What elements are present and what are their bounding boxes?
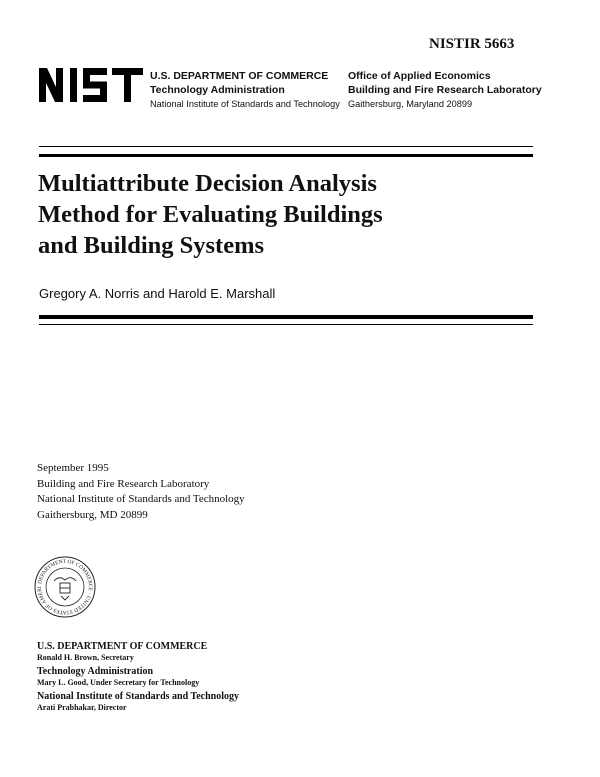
eagle-icon <box>54 578 76 600</box>
officer-person: Mary L. Good, Under Secretary for Technology <box>37 678 200 687</box>
institute-name: National Institute of Standards and Technology <box>150 99 340 109</box>
officer-org: Technology Administration <box>37 666 154 677</box>
title-line: Method for Evaluating Buildings <box>38 201 383 228</box>
department-of-commerce-seal <box>34 556 96 618</box>
bottom-rule-thick <box>39 315 533 319</box>
department-name: U.S. DEPARTMENT OF COMMERCE <box>150 70 329 82</box>
title-line: and Building Systems <box>38 232 265 259</box>
report-title <box>38 168 383 261</box>
publication-lab: Building and Fire Research Laboratory <box>37 477 210 490</box>
publication-date: September 1995 <box>37 462 109 474</box>
agency-block <box>150 69 340 111</box>
office-name: Office of Applied Economics <box>348 70 491 82</box>
top-rule-thick <box>39 154 533 157</box>
svg-text:DEPARTMENT OF COMMERCE · UNITE: DEPARTMENT OF COMMERCE · UNITED STATES OF AMERI <box>36 558 94 616</box>
office-block <box>348 69 542 111</box>
office-location: Gaithersburg, Maryland 20899 <box>348 99 473 109</box>
publication-institute: National Institute of Standards and Technology <box>37 493 245 505</box>
title-line: Multiattribute Decision Analysis <box>38 170 377 197</box>
authors: Gregory A. Norris and Harold E. Marshall <box>39 286 276 301</box>
laboratory-name: Building and Fire Research Laboratory <box>348 84 542 96</box>
top-rule-thin <box>39 146 533 147</box>
bottom-rule-thin <box>39 324 533 325</box>
officers-block <box>37 641 239 716</box>
publication-info <box>37 461 245 523</box>
publication-location: Gaithersburg, MD 20899 <box>37 508 148 521</box>
nist-logo <box>39 68 143 102</box>
officer-person: Ronald H. Brown, Secretary <box>37 653 134 662</box>
officer-person: Arati Prabhakar, Director <box>37 703 127 712</box>
officer-org: National Institute of Standards and Technology <box>37 691 239 702</box>
officer-org: U.S. DEPARTMENT OF COMMERCE <box>37 641 208 652</box>
report-number: NISTIR 5663 <box>429 36 515 52</box>
administration-name: Technology Administration <box>150 84 285 96</box>
